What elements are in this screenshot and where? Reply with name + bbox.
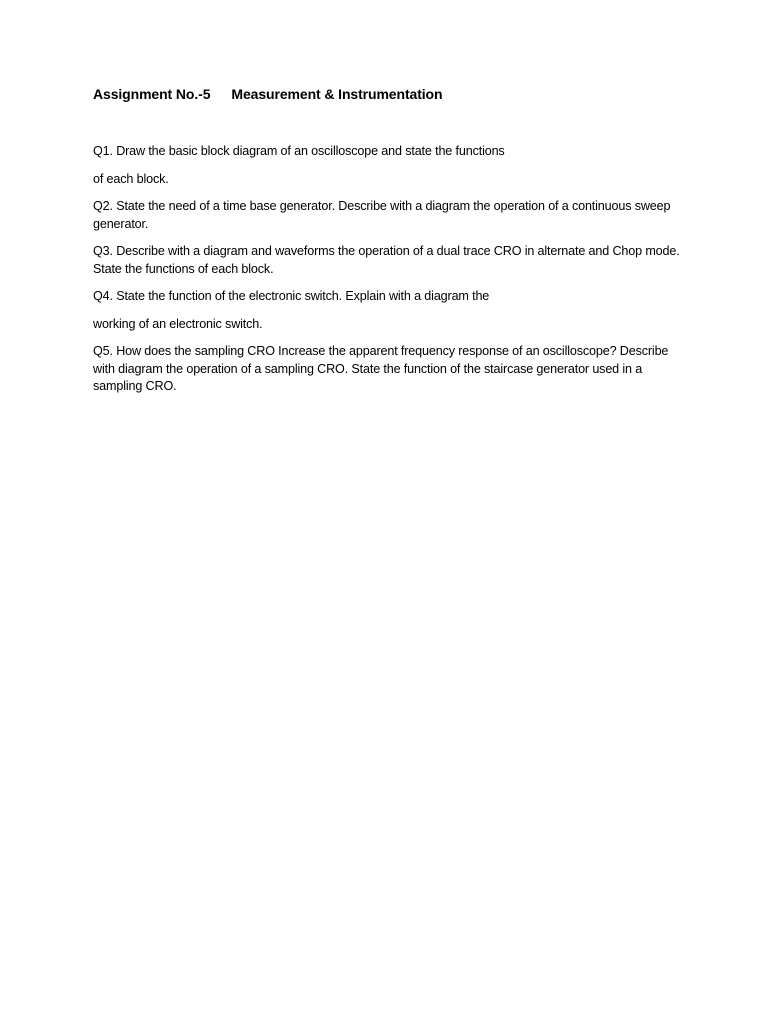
assignment-heading bbox=[93, 86, 442, 102]
question-paragraph: Q5. How does the sampling CRO Increase the apparent frequency response of an oscilloscope? Describe with diagram the operation of a sampling CRO. State the function of the staircase generator used in a sampling CRO. bbox=[93, 344, 669, 393]
question-paragraph: Q3. Describe with a diagram and waveforms the operation of a dual trace CRO in alternate and Chop mode. State the functions of each block. bbox=[93, 244, 680, 276]
assignment-number: Assignment No.-5 bbox=[93, 86, 211, 102]
question-paragraph: working of an electronic switch. bbox=[93, 316, 263, 331]
subject-title: Measurement & Instrumentation bbox=[231, 86, 443, 102]
question-paragraph: Q2. State the need of a time base generator. Describe with a diagram the operation of a continuous sweep generator. bbox=[93, 199, 671, 231]
question-paragraph: of each block. bbox=[93, 171, 169, 186]
question-paragraph: Q1. Draw the basic block diagram of an oscilloscope and state the functions bbox=[93, 144, 505, 158]
assignment-questions bbox=[93, 143, 685, 406]
question-paragraph: Q4. State the function of the electronic switch. Explain with a diagram the bbox=[93, 289, 490, 303]
